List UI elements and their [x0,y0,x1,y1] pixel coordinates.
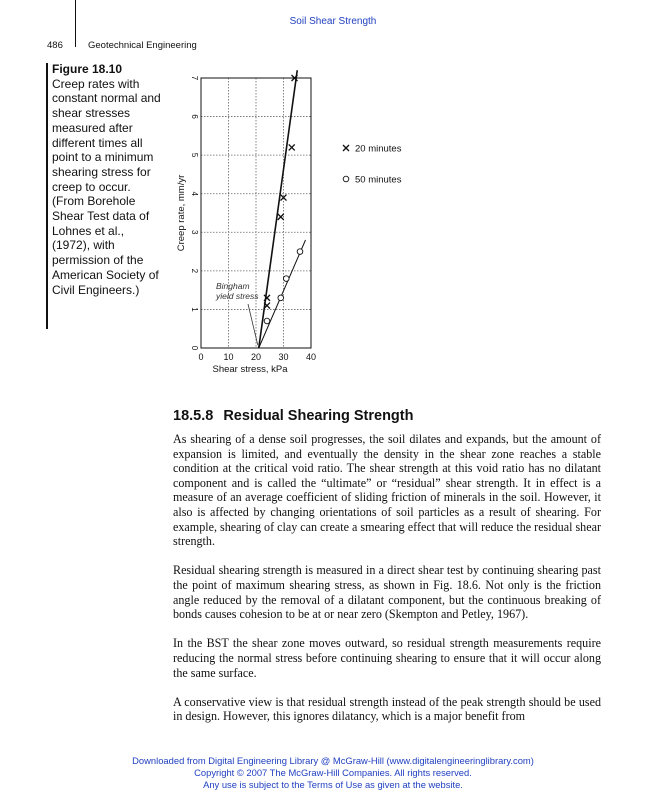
figure-caption: Creep rates with constant normal and shear stresses measured after different times all point to a minimum shearing stress for creep to occur. (From Borehole Shear Test data of Lohnes et al., (1972), with permission of the American Society of Civil Engineers.) [52,76,161,297]
section-heading [173,408,413,424]
section-title: Residual Shearing Strength [223,408,414,424]
y-tick-label: 0 [190,345,199,351]
annotation-line: yield stress [216,291,259,301]
data-point-o [283,276,289,282]
paragraph: In the BST the shear zone moves outward, so residual strength measurements require reducing the normal stress before continuing shearing to ensure that it will occur along the same surface. [173,636,601,680]
figure-label: Figure 18.10 [52,62,123,76]
section-number: 18.5.8 [173,408,214,424]
chart-grid [201,78,311,348]
x-tick-label: 20 [250,352,262,362]
fit-line-x [259,70,298,348]
chart-ticks [190,76,316,362]
y-tick-label: 7 [190,75,199,81]
page-number: 486 [47,40,63,51]
figure-caption-block [52,62,164,297]
chart-annotation [215,281,259,345]
y-axis-label: Creep rate, mm/yr [176,174,187,252]
header-rule [75,0,76,47]
y-tick-label: 6 [190,114,199,119]
y-tick-label: 4 [190,191,199,196]
legend-label: 50 minutes [355,174,402,186]
data-point-o [278,295,284,301]
x-tick-label: 0 [198,352,204,362]
footer [0,755,666,791]
caption-bar [46,63,48,329]
footer-copyright-line: Copyright © 2007 The McGraw-Hill Companies. All rights reserved. [194,767,472,778]
x-tick-label: 30 [278,352,289,362]
x-tick-label: 40 [305,352,317,362]
paragraph: A conservative view is that residual strength instead of the peak strength should be used in design. However, this ignores dilatancy, which is a major benefit from [173,694,601,724]
chart-legend [343,144,402,186]
y-tick-label: 2 [190,268,199,274]
paragraph: As shearing of a dense soil progresses, the soil dilates and expands, but the amount of expansion is limited, and eventually the density in the shear zone reaches a stable condition at the critical void ratio. The shear strength at this void ratio has no dilatant component and is called the “ultimate” or “residual” shear strength. It in effect is a measure of an average coefficient of sliding friction of minerals in the soil. However, it also is affected by changing orientations of soil particles as a result of shearing. For example, shearing of clay can create a smearing effect that will reduce the residual shear strength. [173,432,601,549]
x-tick-label: 10 [223,352,234,362]
y-tick-label: 3 [190,230,199,235]
footer-download-line[interactable]: Downloaded from Digital Engineering Library @ McGraw-Hill (www.digitalengineeringlibrary.com) [132,755,534,766]
creep-rate-chart [170,60,430,380]
y-tick-label: 5 [190,152,199,158]
annotation-line: Bingham [216,281,250,291]
legend-marker-o [343,176,349,182]
book-title: Geotechnical Engineering [88,40,197,51]
body-text [173,432,601,738]
data-point-o [264,318,270,324]
paragraph: Residual shearing strength is measured in a direct shear test by continuing shearing past the point of maximum shearing stress, as shown in Fig. 18.6. Not only is the friction angle reduced by the removal of a dilatant component, but the continuous breaking of bonds causes cohesion to be at or near zero (Skempton and Petley, 1967). [173,563,601,622]
x-axis-label: Shear stress, kPa [212,364,288,375]
data-point-x [289,144,295,150]
legend-label: 20 minutes [355,143,402,155]
y-tick-label: 1 [190,307,199,312]
legend-marker-x [343,145,349,151]
footer-terms-line[interactable]: Any use is subject to the Terms of Use as given at the website. [203,779,463,790]
data-point-o [297,249,303,255]
running-head: Soil Shear Strength [289,16,377,27]
data-point-x [278,214,284,220]
